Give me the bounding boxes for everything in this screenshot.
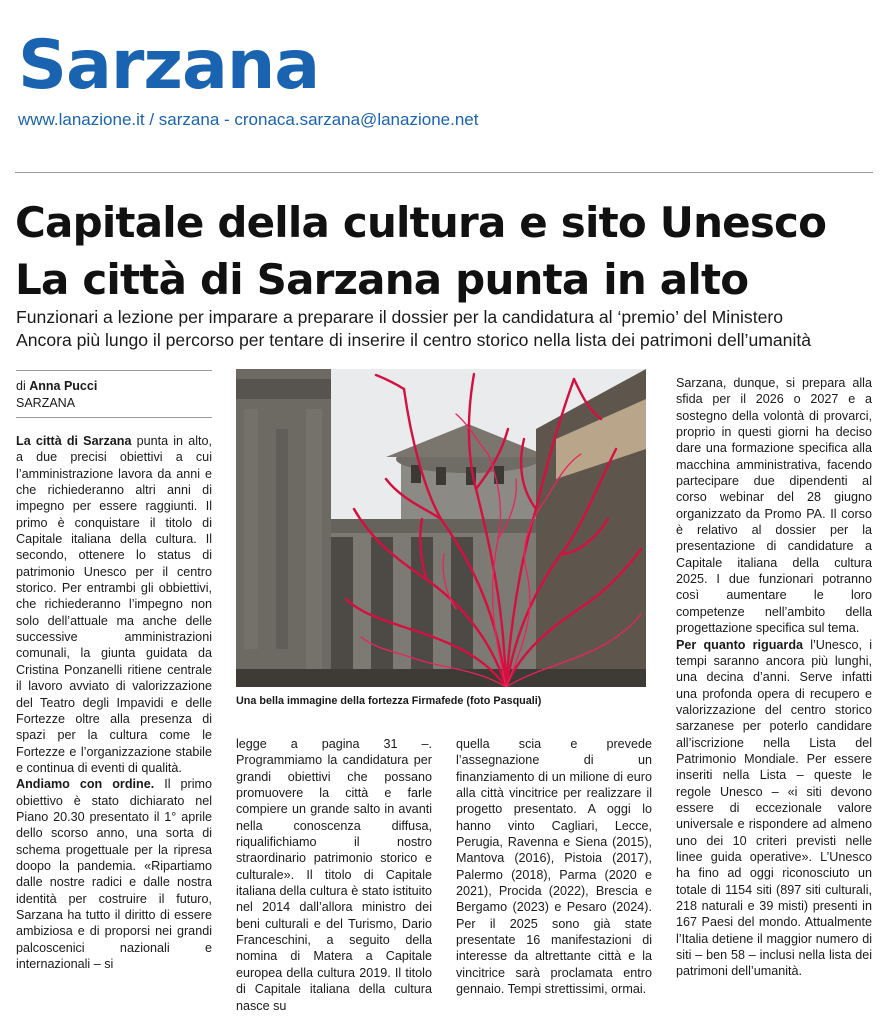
column-1-paragraph-1: punta in alto, a due precisi obiettivi a cui l’amministrazione lavora da anni e che richiederanno altri anni di impegno per essere raggiunti. Il primo è conquistare il titolo di Capitale italiana della cultura. Il secondo, ottenere lo status di patrimonio Unesco per il centro storico. Per entrambi gli obbiettivi, che richiederanno l’impegno non solo dell’attuale ma anche delle successive amministrazioni comunali, la giunta guidata da Cristina Ponzanelli ritiene centrale il lavoro avviato di valorizzazione del Teatro degli Impavidi e delle Fortezze oltre alla presenza di spazi per la cultura come le Fortezze e l’organizzazione stabile e continua di eventi di qualità.	[16, 434, 212, 775]
author-name: Anna Pucci	[29, 379, 98, 393]
headline-line-1: Capitale della cultura e sito Unesco	[15, 198, 827, 247]
masthead-title: Sarzana	[18, 26, 320, 105]
article-column-2	[236, 736, 432, 1014]
fortress-photo	[236, 369, 646, 687]
fortress-illustration	[236, 369, 646, 687]
column-2-paragraph: legge a pagina 31 –. Programmiamo la candidatura per grandi obiettivi che possano promuovere la città e farle compiere un grande salto in avanti nella conoscenza diffusa, riqualifichiamo il nostro straordinario patrimonio storico e culturale». Il titolo di Capitale italiana della cultura è stato istituito nel 2014 dall’allora ministro dei beni culturali e del Turismo, Dario Franceschini, a seguito della nomina di Matera a Capitale europea della cultura 2019. Il titolo di Capitale italiana della cultura nasce su	[236, 737, 432, 1013]
article-column-4	[676, 375, 872, 980]
column-1-paragraph-2: Il primo obiettivo è stato dichiarato nel Piano 20.30 presentato il 1° aprile dello scorso anno, una sorta di schema progettuale per la ripresa doopo la pandemia. «Ripartiamo dalle nostre radici e dalle nostra identità per costruire il futuro, Sarzana ha tutto il diritto di essere ambiziosa e di proporsi nei grandi palcoscenici nazionali e internazionali – si	[16, 777, 212, 971]
column-1-lead: La città di Sarzana	[16, 434, 132, 448]
subhead	[16, 306, 876, 352]
byline-prefix: di	[16, 379, 26, 393]
column-4-paragraph-1: Sarzana, dunque, si prepara alla sfida per il 2026 o 2027 e a sostegno della volontà di provarci, proprio in questi giorni ha deciso dare una formazione specifica alla macchina amministrativa, facendo partecipare due dipendenti al corso webinar del 28 giugno organizzato da Promo PA. Il corso è relativo al dossier per la presentazione di candidature a Capitale italiana della cultura 2025. I due funzionari potranno così aumentare le loro competenze nell’ambito della progettazione specifica sul tema.	[676, 376, 872, 636]
column-3-paragraph: quella scia e prevede l’assegnazione di un finanziamento di un milione di euro alla città vincitrice per realizzare il progetto presentato. A oggi lo hanno vinto Cagliari, Lecce, Perugia, Ravenna e Siena (2015), Mantova (2016), Pistoia (2017), Palermo (2018), Parma (2020 e 2021), Procida (2022), Brescia e Bergamo (2023) e Pesaro (2024). Per il 2025 sono già state presentate 16 manifestazioni di interesse da altrettante città e la vincitrice sarà proclamata entro gennaio. Tempi strettissimi, ormai.	[456, 737, 652, 997]
subhead-line-1: Funzionari a lezione per imparare a preparare il dossier per la candidatura al ‘premio’ del Ministero	[16, 307, 784, 327]
headline	[15, 194, 875, 308]
article-column-3	[456, 736, 652, 998]
byline-top-divider	[16, 370, 212, 371]
subhead-line-2: Ancora più lungo il percorso per tentare di inserire il centro storico nella lista dei patrimoni dell’umanità	[16, 330, 812, 350]
column-1-lead-2: Andiamo con ordine.	[16, 777, 155, 792]
article-column-1	[16, 433, 212, 972]
column-4-paragraph-2: l’Unesco, i tempi saranno ancora più lunghi, una decina d’anni. Serve infatti una profonda opera di recupero e valorizzazione del centro storico sarzanese per poterlo candidare all’iscrizione nella Lista del Patrimonio Mondiale. Per essere inseriti nella Lista – queste le regole Unesco – «i siti devono essere di eccezionale valore universale e rispondere ad almeno uno dei 10 criteri previsti nelle linee guida operative». L’Unesco ha fino ad oggi riconosciuto un totale di 1154 siti (897 siti culturali, 218 naturali e 39 misti) presenti in 167 Paesi del mondo. Attualmente l’Italia detiene il maggior numero di siti – ben 58 – inclusi nella lista dei patrimoni dell’umanità.	[676, 637, 872, 979]
photo-caption: Una bella immagine della fortezza Firmafede (foto Pasquali)	[236, 695, 542, 707]
headline-line-2: La città di Sarzana punta in alto	[15, 255, 749, 304]
byline-bottom-divider	[16, 417, 212, 418]
column-4-lead: Per quanto riguarda	[676, 637, 804, 652]
masthead-urls: www.lanazione.it / sarzana - cronaca.sarzana@lanazione.net	[18, 110, 479, 129]
top-divider	[15, 172, 873, 173]
byline	[16, 378, 97, 412]
dateline: SARZANA	[16, 396, 76, 410]
